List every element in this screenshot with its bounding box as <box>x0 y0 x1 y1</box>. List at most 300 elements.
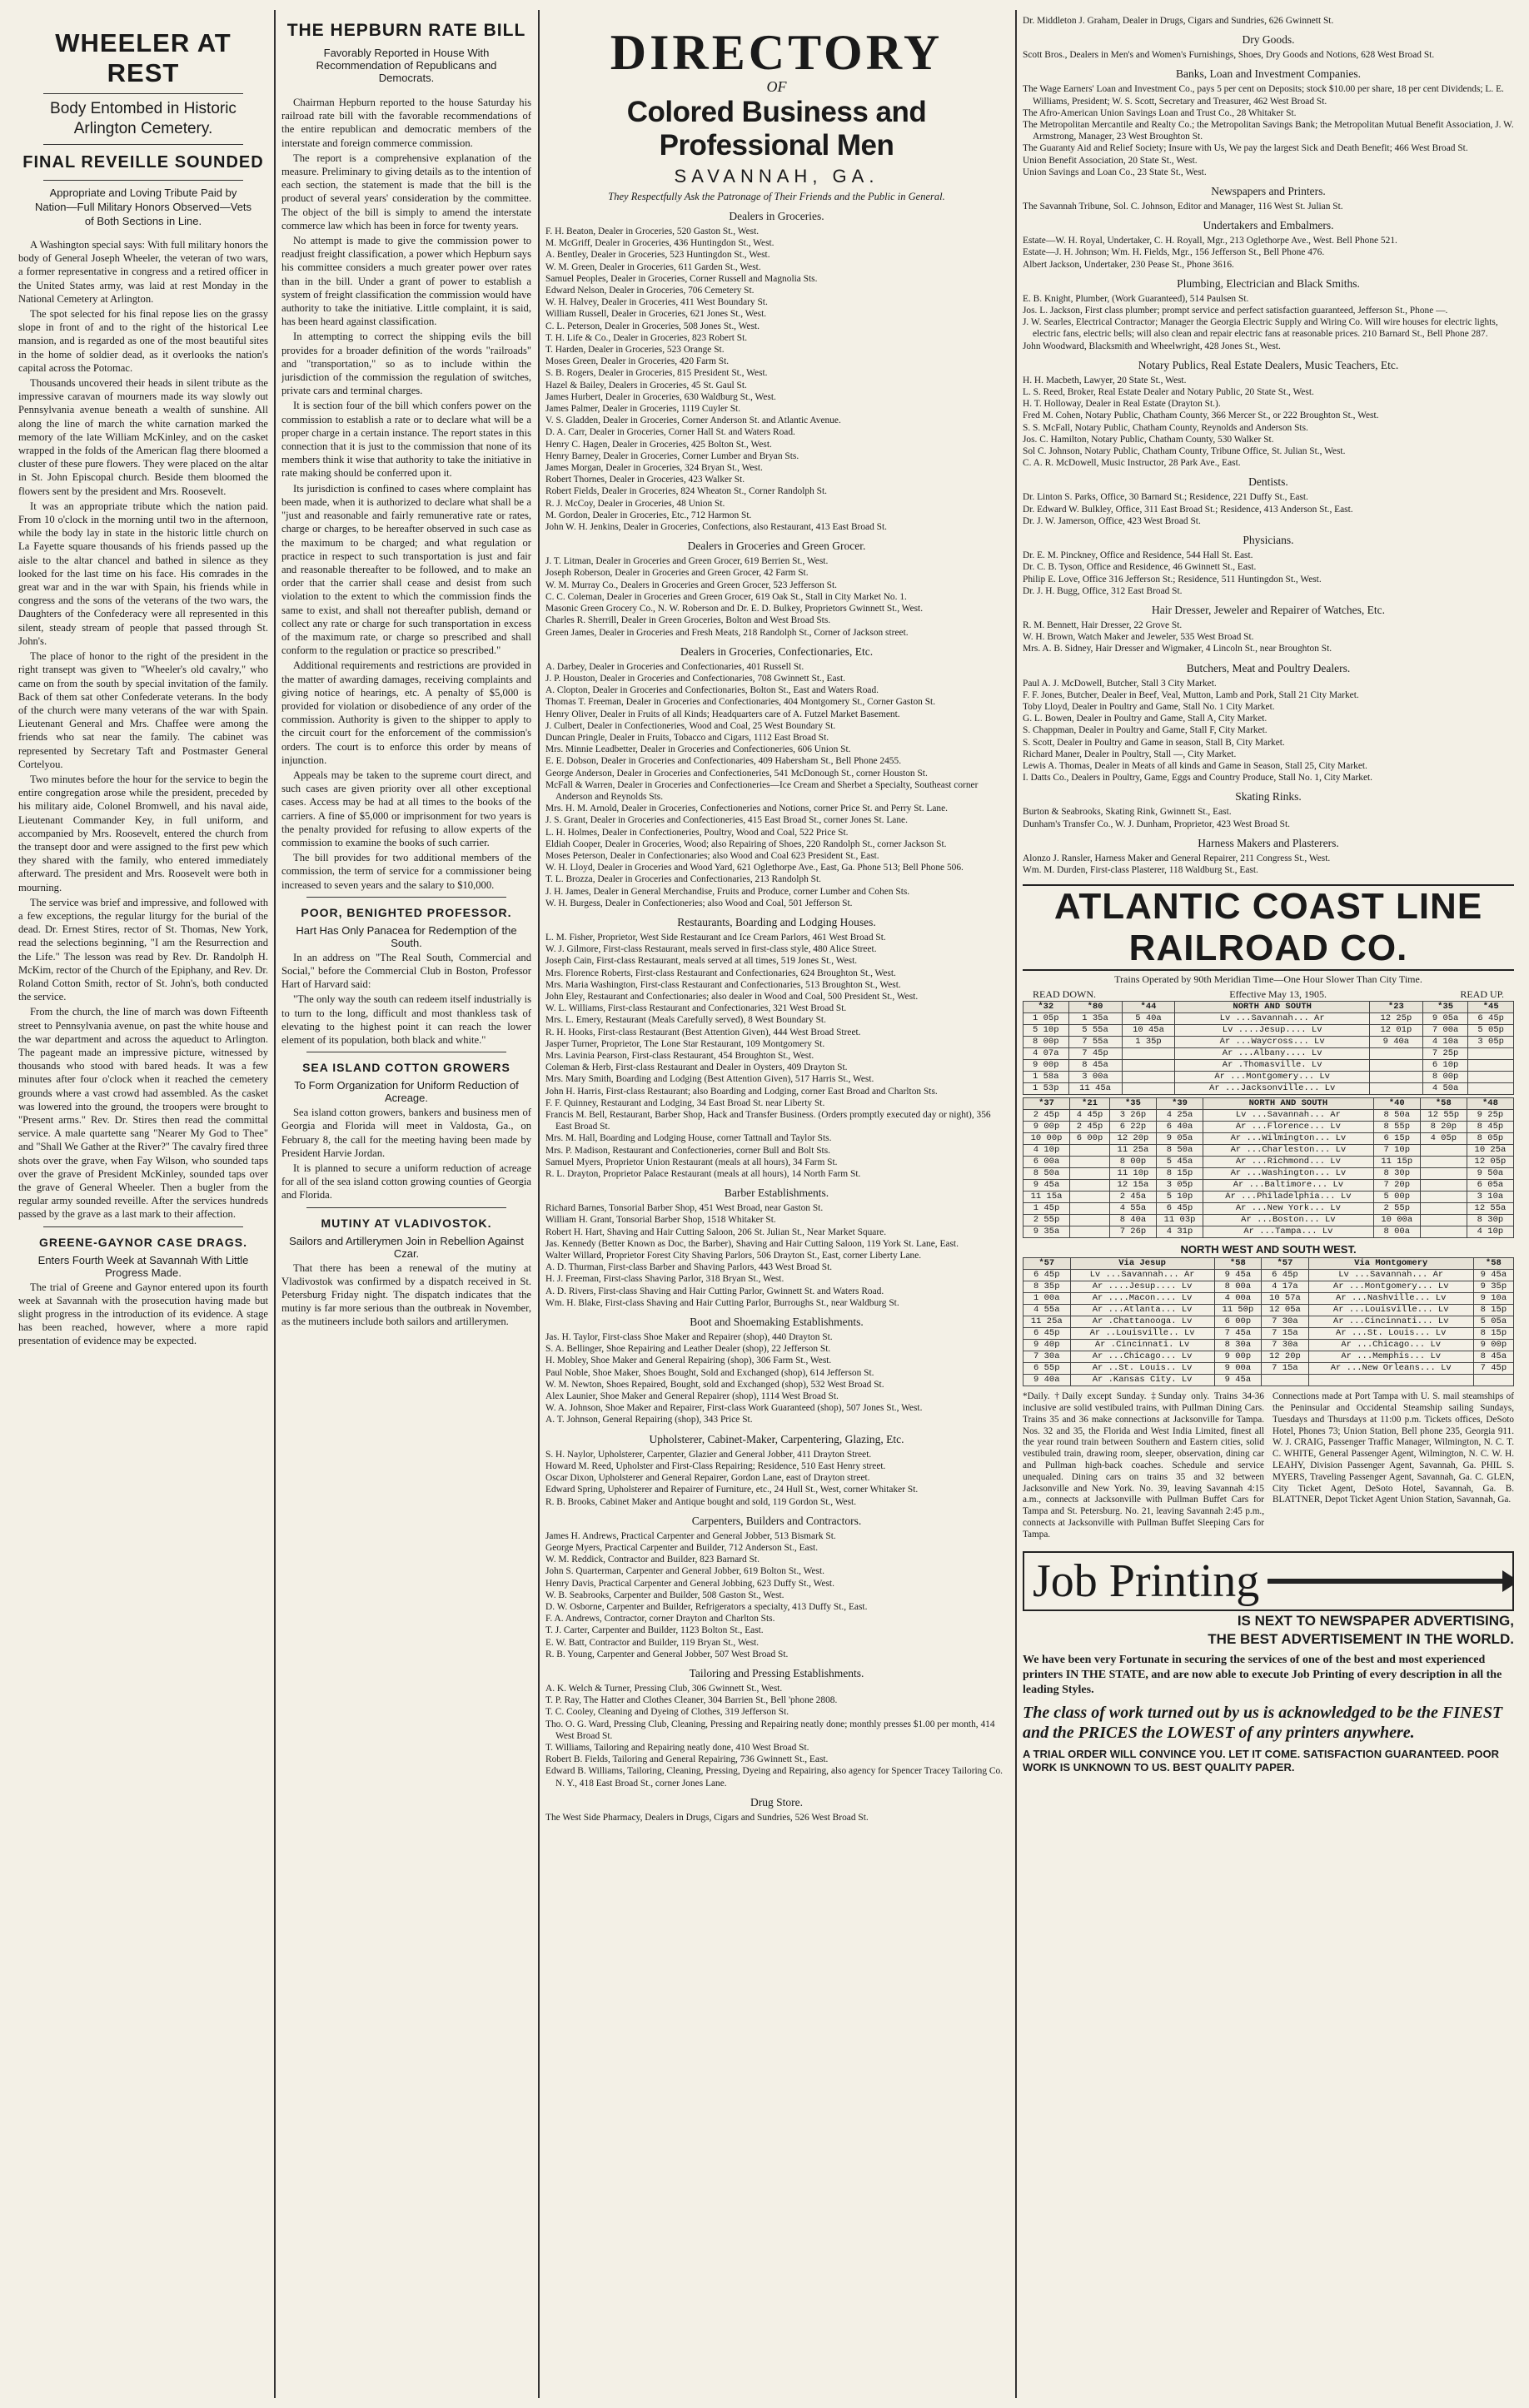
timetable-cell: 6 05a <box>1467 1180 1513 1192</box>
timetable-cell: 1 35a <box>1068 1013 1122 1025</box>
directory-entry: F. A. Andrews, Contractor, corner Drayton and Charlton Sts. <box>545 1614 775 1624</box>
job-printing-title: Job Printing <box>1033 1555 1260 1607</box>
timetable-cell: 6 45p <box>1468 1013 1514 1025</box>
timetable-header-cell: *37 <box>1023 1098 1070 1110</box>
directory-entry: Jasper Turner, Proprietor, The Lone Star Restaurant, 109 Montgomery St. <box>545 1038 825 1049</box>
timetable-cell: 8 45a <box>1473 1351 1513 1363</box>
directory-entry: J. P. Houston, Dealer in Groceries and Confectionaries, 708 Gwinnett St., East. <box>545 673 845 684</box>
directory-entry: J. T. Litman, Dealer in Groceries and Green Grocer, 619 Berrien St., West. <box>545 556 829 567</box>
directory-entry: Richard Maner, Dealer in Poultry, Stall —, City Market. <box>1023 749 1237 759</box>
timetable-cell: Ar ...New York... Lv <box>1203 1203 1374 1215</box>
timetable-cell <box>1369 1048 1422 1060</box>
professor-deck: Hart Has Only Panacea for Redemption of the South. <box>296 923 517 949</box>
timetable-cell <box>1420 1145 1467 1157</box>
directory-entry: C. L. Peterson, Dealer in Groceries, 508 Jones St., West. <box>545 321 760 331</box>
timetable-cell: 9 00a <box>1214 1363 1262 1375</box>
cotton-headline: SEA ISLAND COTTON GROWERS <box>302 1061 510 1075</box>
timetable-cell: 8 30a <box>1214 1340 1262 1351</box>
divider <box>43 180 243 181</box>
timetable-cell: 11 25a <box>1023 1316 1071 1328</box>
directory-entry: A. D. Rivers, First-class Shaving and Hair Cutting Parlor, Gwinnett St. and Waters Road. <box>545 1286 884 1296</box>
directory-section-heading: Physicians. <box>1243 534 1294 547</box>
directory-entry: D. W. Osborne, Carpenter and Builder, Refrigerators a specialty, 413 Duffy St., East. <box>545 1601 868 1612</box>
directory-entry: W. J. Gilmore, First-class Restaurant, meals served in first-class style, 480 Alice Street. <box>545 944 877 955</box>
read-down-label: READ DOWN. <box>1033 988 1096 1001</box>
timetable-cell: 4 55a <box>1023 1305 1071 1316</box>
timetable-cell: 8 35p <box>1023 1281 1071 1293</box>
paragraph: Two minutes before the hour for the service to begin the entire congregation arose while the president, preceded by his military aide, Colonel Bromwell, and his naval aide, Lieutenant Commander Key, in full uniform, and accompanied by Mrs. Roosevelt, entered the church from the transept door and were assigned to the first pew which they shared with the family, who entered immediately afterward. The president and Mrs. Roosevelt were both in mourning. <box>18 773 268 893</box>
directory-entry: Joseph Roberson, Dealer in Groceries and Green Grocer, 42 Farm St. <box>545 568 809 579</box>
directory-entry: Jos. L. Jackson, First class plumber; prompt service and perfect satisfaction guaranteed, Jefferson St., Phone —. <box>1023 306 1448 316</box>
timetable-row <box>1023 1110 1514 1122</box>
directory-entry: R. B. Young, Carpenter and General Jobber, 507 West Broad St. <box>545 1649 789 1659</box>
timetable-cell: 6 45p <box>1023 1270 1071 1281</box>
directory-entry: Mrs. Lavinia Pearson, First-class Restaurant, 454 Broughton St., West. <box>545 1051 814 1061</box>
wheeler-article-body <box>18 238 268 1221</box>
timetable-cell: 12 20p <box>1109 1133 1156 1145</box>
directory-entry: T. Harden, Dealer in Groceries, 523 Orange St. <box>545 345 725 356</box>
timetable-cell: Ar ...Nashville... Lv <box>1308 1293 1473 1305</box>
timetable-cell: Ar ...Jacksonville... Lv <box>1175 1083 1369 1095</box>
timetable-cell: 12 20p <box>1262 1351 1309 1363</box>
directory-entry: Wm. M. Durden, First-class Plasterer, 118 Waldburg St., East. <box>1023 864 1258 875</box>
timetable-cell <box>1122 1072 1175 1083</box>
timetable-header-cell: *40 <box>1373 1098 1420 1110</box>
timetable-cell: Ar ...Wilmington... Lv <box>1203 1133 1374 1145</box>
timetable-cell: 9 10a <box>1473 1293 1513 1305</box>
timetable-cell: 10 45a <box>1122 1025 1175 1037</box>
timetable-cell <box>1420 1168 1467 1180</box>
timetable-cell: 3 26p <box>1109 1110 1156 1122</box>
directory-section-heading: Dentists. <box>1248 475 1288 489</box>
paragraph: The report is a comprehensive explanation of the measure. Preliminary to giving details as to the intention of each section, the statement is made that the bill is the product of several years' consideration by the committee. The object of the bill is simply to amend the interstate commerce law which has been in force for twenty years. <box>281 152 531 231</box>
directory-entry: John Woodward, Blacksmith and Wheelwright, 428 Jones St., West. <box>1023 341 1281 351</box>
hepburn-deck: Favorably Reported in House With Recommendation of Republicans and Democrats. <box>316 47 497 84</box>
directory-entry: The Afro-American Union Savings Loan and Trust Co., 28 Whitaker St. <box>1023 107 1297 118</box>
directory-section-heading: Barber Establishments. <box>724 1187 829 1200</box>
cotton-article-body <box>281 1106 531 1202</box>
directory-entry: L. M. Fisher, Proprietor, West Side Restaurant and Ice Cream Parlors, 461 West Broad St. <box>545 932 886 943</box>
timetable-cell: 5 10p <box>1156 1192 1203 1203</box>
directory-title: DIRECTORY <box>610 25 944 80</box>
directory-entry: D. A. Carr, Dealer in Groceries, Corner Hall St. and Waters Road. <box>545 427 795 438</box>
timetable-header-cell: Via Montgomery <box>1308 1258 1473 1270</box>
directory-section-heading: Harness Makers and Plasterers. <box>1198 836 1339 849</box>
timetable-cell: 6 00p <box>1070 1133 1110 1145</box>
timetable-header-cell: *39 <box>1156 1098 1203 1110</box>
timetable-cell: 7 15a <box>1262 1363 1309 1375</box>
directory-entry: H. H. Macbeth, Lawyer, 20 State St., West. <box>1023 375 1187 386</box>
directory-entry: A. Darbey, Dealer in Groceries and Confectionaries, 401 Russell St. <box>545 661 804 672</box>
mutiny-text: That there has been a renewal of the mutiny at Vladivostok was confirmed by a dispatch received in St. Petersburg Friday night. The dispatch indicates that the mutiny is far more serious than the outbreak in November, as the mutineers include both sailors and artillerymen. <box>281 1261 531 1328</box>
directory-column <box>545 15 1008 2393</box>
directory-listings <box>545 210 1008 1823</box>
directory-entry: Mrs. Maria Washington, First-class Restaurant and Confectionaries, 513 Broughton St., West. <box>545 979 901 990</box>
timetable-cell: 9 05a <box>1156 1133 1203 1145</box>
directory-entry: Dr. C. B. Tyson, Office and Residence, 46 Gwinnett St., East. <box>1023 562 1257 573</box>
timetable-cell: 5 40a <box>1122 1013 1175 1025</box>
timetable-cell <box>1420 1226 1467 1238</box>
railroad-footnote-right: Connections made at Port Tampa with U. S. mail steamships of the Peninsular and Occidental Steamship sailing Sundays, Tuesdays and Thursdays at 11:00 p.m. Tickets offices, DeSoto Hotel, Phones 73; Union Station, Bell phone 235, Georgia 911. W. J. CRAIG, Passenger Traffic Manager, Wilmington, N. C. T. C. WHITE, General Passenger Agent, Wilmington, N. C. W. H. LEAHY, Division Passenger Agent, Savannah, Ga. PHIL S. MYERS, Traveling Passenger Agent, Savannah, Ga. C. GLEN, City Ticket Agent, DeSoto Hotel, Savannah, Ga. B. BLATTNER, Depot Ticket Agent Union Station, Savannah, Ga. <box>1273 1391 1514 1505</box>
timetable-row <box>1023 1048 1514 1060</box>
paragraph: It is section four of the bill which confers power on the commission to establish a rate or to declare what will be a proper charge in a certain instance. The report states in this connection that it is just to the commission that none of its members think it wise that authority to take the initiative in rate making should be conferred upon it. <box>281 400 531 480</box>
timetable-cell: Ar ....Macon.... Lv <box>1070 1293 1214 1305</box>
timetable-row <box>1023 1168 1514 1180</box>
timetable-cell: 8 00p <box>1422 1072 1468 1083</box>
directory-entry: James Hurbert, Dealer in Groceries, 630 Waldburg St., West. <box>545 391 776 402</box>
timetable-cell: Ar ..St. Louis.. Lv <box>1070 1363 1214 1375</box>
timetable-cell: 9 00p <box>1473 1340 1513 1351</box>
timetable-cell: 8 20p <box>1420 1122 1467 1133</box>
timetable-cell: 8 05p <box>1467 1133 1513 1145</box>
directory-entry: The West Side Pharmacy, Dealers in Drugs, Cigars and Sundries, 526 West Broad St. <box>545 1812 869 1823</box>
timetable-cell: 10 00p <box>1023 1133 1070 1145</box>
timetable-cell: Ar .Cincinnati. Lv <box>1070 1340 1214 1351</box>
wheeler-deck-2: FINAL REVEILLE SOUNDED <box>22 153 264 172</box>
timetable-cell: 7 00a <box>1422 1025 1468 1037</box>
timetable-header-row <box>1023 1002 1514 1013</box>
divider <box>306 897 506 898</box>
timetable-cell: 11 10p <box>1109 1168 1156 1180</box>
greene-gaynor-text: The trial of Greene and Gaynor entered upon its fourth week at Savannah with the prosecution having made but slight progress in the introduction of its evidence. A stage has been reached, however, where a more rapid presentation of evidence may be expected. <box>18 1281 268 1347</box>
timetable-cell: 9 00p <box>1214 1351 1262 1363</box>
timetable-cell: Lv ....Jesup.... Lv <box>1175 1025 1369 1037</box>
timetable-cell: 7 20p <box>1373 1180 1420 1192</box>
paragraph: The place of honor to the right of the president in the right transept was given to "Wheeler's old cavalry," who came on from the south by special invitation of the family. Back of them sat other Confederate veterans. In the body of the church were many veterans of the war with Spain. Lieutenant General and Mrs. Chaffee were among the friends who sat near the family. The cabinet was represented by Secretary Taft and Postmaster General Cortelyou. <box>18 650 268 770</box>
timetable-cell <box>1070 1203 1110 1215</box>
professor-article-body <box>281 951 531 1047</box>
timetable-cell: 8 45a <box>1068 1060 1122 1072</box>
paragraph: "The only way the south can redeem itself industrially is to turn to the long, difficult and most thankless task of elevating to the highest point it can reach the lower element of its population, both black and white." <box>281 993 531 1046</box>
directory-entry: C. C. Coleman, Dealer in Groceries and Green Grocer, 619 Oak St., Stall in City Market No. 1. <box>545 591 907 602</box>
timetable-row <box>1023 1351 1514 1363</box>
directory-entry: A. Bentley, Dealer in Groceries, 523 Huntingdon St., West. <box>545 250 770 261</box>
directory-entry: Oscar Dixon, Upholsterer and General Repairer, Gordon Lane, east of Drayton street. <box>545 1473 870 1484</box>
directory-section-heading: Newspapers and Printers. <box>1211 185 1326 198</box>
directory-entry: Eldiah Cooper, Dealer in Groceries, Wood; also Repairing of Shoes, 220 Randolph St., corner Jackson St. <box>545 838 947 849</box>
timetable-cell: 9 45a <box>1473 1270 1513 1281</box>
timetable-cell: 6 40a <box>1156 1122 1203 1133</box>
directory-section-heading: Banks, Loan and Investment Companies. <box>1176 67 1361 81</box>
directory-entry: Albert Jackson, Undertaker, 230 Pease St., Phone 3616. <box>1023 259 1234 270</box>
directory-entry: S. H. Naylor, Upholsterer, Carpenter, Glazier and General Jobber, 411 Drayton Street. <box>545 1449 872 1460</box>
directory-entry: W. B. Seabrooks, Carpenter and Builder, 508 Gaston St., West. <box>545 1590 784 1600</box>
timetable-cell: 1 45p <box>1023 1203 1070 1215</box>
directory-entry: John W. H. Jenkins, Dealer in Groceries, Confections, also Restaurant, 413 East Broad St. <box>545 522 887 533</box>
directory-entry: L. H. Holmes, Dealer in Confectioneries, Poultry, Wood and Coal, 522 Price St. <box>545 827 849 838</box>
timetable-cell <box>1420 1157 1467 1168</box>
timetable-cell <box>1369 1060 1422 1072</box>
directory-entry: W. H. Burgess, Dealer in Confectioneries; also Wood and Coal, 501 Jefferson St. <box>545 898 853 908</box>
timetable-cell: 5 45a <box>1156 1157 1203 1168</box>
timetable-row <box>1023 1340 1514 1351</box>
timetable-cell: Ar ...St. Louis... Lv <box>1308 1328 1473 1340</box>
read-up-label: READ UP. <box>1460 988 1504 1001</box>
directory-section-heading: Boot and Shoemaking Establishments. <box>690 1316 864 1329</box>
timetable-cell: 3 05p <box>1468 1037 1514 1048</box>
directory-entry: George Anderson, Dealer in Groceries and Confectioneries, 541 McDonough St., corner Houston St. <box>545 768 928 779</box>
timetable-cell: 1 00a <box>1023 1293 1071 1305</box>
directory-entry: A. Clopton, Dealer in Groceries and Confectionaries, Bolton St., East and Waters Road. <box>545 685 879 696</box>
divider <box>306 1207 506 1208</box>
timetable-cell: 8 30p <box>1373 1168 1420 1180</box>
timetable-cell: 6 00a <box>1023 1157 1070 1168</box>
directory-section-heading: Hair Dresser, Jeweler and Repairer of Watches, Etc. <box>1152 603 1385 616</box>
timetable-cell: 11 15a <box>1023 1192 1070 1203</box>
directory-entry: Mrs. Florence Roberts, First-class Restaurant and Confectionaries, 624 Broughton St., West. <box>545 968 896 978</box>
timetable-cell: 9 40a <box>1023 1375 1071 1386</box>
timetable-cell: 4 00a <box>1214 1293 1262 1305</box>
directory-entry: Wm. H. Blake, First-class Shaving and Hair Cutting Parlor, Burroughs St., near Waldburg St. <box>545 1297 899 1308</box>
directory-entry: Henry C. Hagen, Dealer in Groceries, 425 Bolton St., West. <box>545 439 772 450</box>
directory-entry: E. W. Batt, Contractor and Builder, 119 Bryan St., West. <box>545 1637 760 1648</box>
directory-entry: M. McGriff, Dealer in Groceries, 436 Huntingdon St., West. <box>545 238 774 249</box>
timetable-cell <box>1420 1180 1467 1192</box>
timetable-cell: 8 00p <box>1109 1157 1156 1168</box>
timetable-cell <box>1070 1226 1110 1238</box>
directory-entry: Dr. J. W. Jamerson, Office, 423 West Broad St. <box>1023 515 1201 526</box>
timetable-cell: 3 05p <box>1156 1180 1203 1192</box>
timetable-cell: 7 45p <box>1473 1363 1513 1375</box>
directory-section-heading: Notary Publics, Real Estate Dealers, Music Teachers, Etc. <box>1138 358 1399 371</box>
directory-entry: Sol C. Johnson, Notary Public, Chatham County, Tribune Office, St. Julian St., West. <box>1023 446 1346 457</box>
timetable-header-cell: Via Jesup <box>1070 1258 1214 1270</box>
timetable-cell: 7 26p <box>1109 1226 1156 1238</box>
timetable-cell: Ar ..Louisville.. Lv <box>1070 1328 1214 1340</box>
greene-gaynor-headline: GREENE-GAYNOR CASE DRAGS. <box>38 1235 248 1249</box>
timetable-cell: 8 50a <box>1373 1110 1420 1122</box>
directory-entry: James Palmer, Dealer in Groceries, 1119 Cuyler St. <box>545 404 741 415</box>
timetable-cell: 4 25a <box>1156 1110 1203 1122</box>
timetable-cell: 1 05p <box>1023 1013 1069 1025</box>
divider <box>43 93 243 94</box>
directory-section-heading: Carpenters, Builders and Contractors. <box>691 1514 862 1527</box>
directory-entry: T. J. Carter, Carpenter and Builder, 1123 Bolton St., East. <box>545 1625 764 1636</box>
paragraph: Appeals may be taken to the supreme court direct, and such cases are given priority over all other exceptional cases. Access may be had at all times to the books of the carriers. A fine of $5,000 or imprisonment for two years is the penalty provided for refusing to allow experts of the commission to examine the books of such carrier. <box>281 769 531 848</box>
timetable-cell: 7 55a <box>1068 1037 1122 1048</box>
timetable-cell: Ar ...Memphis... Lv <box>1308 1351 1473 1363</box>
timetable-cell <box>1468 1048 1514 1060</box>
timetable-cell: Ar ...Charleston... Lv <box>1203 1145 1374 1157</box>
job-big-text: The class of work turned out by us is acknowledged to be the FINEST and the PRICES the LOWEST of any printers anywhere. <box>1023 1703 1503 1742</box>
timetable-cell <box>1468 1072 1514 1083</box>
timetable-cell: 8 00a <box>1373 1226 1420 1238</box>
directory-entry: Thomas T. Freeman, Dealer in Groceries and Confectionaries, 404 Montgomery St., Corner Gaston St. <box>545 697 936 708</box>
directory-entry: Moses Peterson, Dealer in Confectionaries; also Wood and Coal 623 President St., East. <box>545 850 879 861</box>
directory-entry: W. M. Green, Dealer in Groceries, 611 Garden St., West. <box>545 261 761 272</box>
timetable-cell <box>1420 1192 1467 1203</box>
directory-entry: Coleman & Herb, First-class Restaurant and Dealer in Oysters, 409 Drayton St. <box>545 1062 848 1073</box>
directory-section-heading: Restaurants, Boarding and Lodging Houses. <box>677 915 876 928</box>
directory-entry: Walter Willard, Proprietor Forest City Shaving Parlors, 506 Drayton St., East, corner Liberty Lane. <box>545 1251 922 1261</box>
directory-entry: T. P. Ray, The Hatter and Clothes Cleaner, 304 Barrien St., Bell 'phone 2808. <box>545 1695 838 1706</box>
timetable-cell: 10 57a <box>1262 1293 1309 1305</box>
timetable-header-cell: *48 <box>1467 1098 1513 1110</box>
timetable-cell <box>1070 1157 1110 1168</box>
timetable-cell: 12 05a <box>1262 1305 1309 1316</box>
timetable-cell: Ar ...Louisville... Lv <box>1308 1305 1473 1316</box>
professor-headline: POOR, BENIGHTED PROFESSOR. <box>301 905 512 919</box>
directory-entry: T. C. Cooley, Cleaning and Dyeing of Clothes, 319 Jefferson St. <box>545 1707 789 1718</box>
timetable-cell: Ar .Chattanooga. Lv <box>1070 1316 1214 1328</box>
directory-entry: Charles R. Sherrill, Dealer in Green Groceries, Bolton and West Broad Sts. <box>545 615 831 626</box>
timetable-cell: Lv ...Savannah... Ar <box>1203 1110 1374 1122</box>
directory-section-heading: Plumbing, Electrician and Black Smiths. <box>1177 276 1360 290</box>
timetable-cell: 1 53p <box>1023 1083 1069 1095</box>
timetable-row <box>1023 1145 1514 1157</box>
timetable-cell: 4 07a <box>1023 1048 1069 1060</box>
timetable-cell: Ar ...Albany.... Lv <box>1175 1048 1369 1060</box>
timetable-cell <box>1070 1145 1110 1157</box>
directory-entry: E. B. Knight, Plumber, (Work Guaranteed), 514 Paulsen St. <box>1023 293 1249 304</box>
timetable-cell <box>1070 1168 1110 1180</box>
paragraph: In attempting to correct the shipping evils the bill provides for a broader definition of the words "railroads" and "transportation," so as to include within the jurisdiction of the commission the regulation of switches, private cars and terminal charges. <box>281 331 531 397</box>
timetable-cell: 4 55a <box>1109 1203 1156 1215</box>
directory-entry: Estate—J. H. Johnson; Wm. H. Fields, Mgr., 156 Jefferson St., Bell Phone 476. <box>1023 247 1325 258</box>
timetable-cell: 7 30a <box>1262 1316 1309 1328</box>
timetable-cell: 4 10p <box>1023 1145 1070 1157</box>
timetable-cell: Ar .Thomasville. Lv <box>1175 1060 1369 1072</box>
timetable-row <box>1023 1316 1514 1328</box>
directory-entry: W. L. Williams, First-class Restaurant and Confectionaries, 321 West Broad St. <box>545 1003 847 1014</box>
timetable-cell: 9 35p <box>1473 1281 1513 1293</box>
timetable-header-cell: *58 <box>1473 1258 1513 1270</box>
railroad-subheader <box>1023 988 1514 1001</box>
hepburn-article-body <box>281 96 531 892</box>
directory-subtitle: Colored Business and Professional Men <box>626 96 927 162</box>
timetable-cell: Lv ...Savannah... Ar <box>1175 1013 1369 1025</box>
directory-note: They Respectfully Ask the Patronage of Their Friends and the Public in General. <box>608 191 945 202</box>
directory-entry: The Guaranty Aid and Relief Society; Insure with Us, We pay the largest Sick and Death Benefit; 466 West Broad St. <box>1023 143 1468 154</box>
timetable-cell: 11 45a <box>1068 1083 1122 1095</box>
timetable-row <box>1023 1072 1514 1083</box>
timetable-header-cell: *21 <box>1070 1098 1110 1110</box>
directory-entry: Mrs. L. Emery, Restaurant (Meals Carefully served), 8 West Boundary St. <box>545 1015 826 1026</box>
timetable-cell: Ar .Kansas City. Lv <box>1070 1375 1214 1386</box>
directory-entry: Tho. O. G. Ward, Pressing Club, Cleaning, Pressing and Repairing neatly done; monthly presses $1.00 per month, 414 West Broad St. <box>545 1719 995 1741</box>
timetable-cell: 9 45a <box>1023 1180 1070 1192</box>
timetable-cell: 5 10p <box>1023 1025 1069 1037</box>
wheeler-deck-1: Body Entombed in Historic Arlington Cemetery. <box>50 100 237 137</box>
timetable-cell: 9 25p <box>1467 1110 1513 1122</box>
timetable-cell: 5 55a <box>1068 1025 1122 1037</box>
timetable-cell <box>1369 1083 1422 1095</box>
directory-entry: S. B. Rogers, Dealer in Groceries, 815 President St., West. <box>545 368 768 379</box>
timetable-header-cell: *57 <box>1023 1258 1071 1270</box>
directory-entry: Mrs. Minnie Leadbetter, Dealer in Groceries and Confectioneries, 606 Union St. <box>545 744 851 755</box>
timetable-row <box>1023 1270 1514 1281</box>
directory-entry: James Morgan, Dealer in Groceries, 324 Bryan St., West. <box>545 463 763 474</box>
directory-entry: H. J. Freeman, First-class Shaving Parlor, 318 Bryan St., West. <box>545 1274 784 1285</box>
directory-section-heading: Butchers, Meat and Poultry Dealers. <box>1186 661 1351 674</box>
timetable-header-cell: *35 <box>1422 1002 1468 1013</box>
directory-entry: Lewis A. Thomas, Dealer in Meats of all kinds and Game in Season, Stall 25, City Market. <box>1023 760 1367 771</box>
directory-entry: S. A. Bellinger, Shoe Repairing and Leather Dealer (shop), 22 Jefferson St. <box>545 1344 831 1355</box>
directory-section-heading: Dealers in Groceries, Confectionaries, Etc. <box>680 644 874 658</box>
timetable-cell: 6 45p <box>1156 1203 1203 1215</box>
directory-entry: Union Benefit Association, 20 State St., West. <box>1023 155 1198 166</box>
directory-section-heading: Tailoring and Pressing Establishments. <box>689 1666 864 1679</box>
directory-entry: The Savannah Tribune, Sol. C. Johnson, Editor and Manager, 116 West St. Julian St. <box>1023 201 1343 212</box>
timetable-cell: 8 30p <box>1467 1215 1513 1226</box>
timetable-cell: 2 55p <box>1023 1215 1070 1226</box>
directory-entry: Dr. Linton S. Parks, Office, 30 Barnard St.; Residence, 221 Duffy St., East. <box>1023 492 1308 503</box>
column-rule <box>274 10 276 2398</box>
column-1 <box>18 15 268 2393</box>
timetable-cell <box>1122 1048 1175 1060</box>
directory-entry: Paul Noble, Shoe Maker, Shoes Bought, Sold and Exchanged (shop), 614 Jefferson St. <box>545 1367 874 1378</box>
column-rule <box>538 10 540 2398</box>
timetable-cell: 8 15p <box>1473 1328 1513 1340</box>
paragraph: Its jurisdiction is confined to cases where complaint has been made, when it is authorized to declare what shall be a "just and reasonable and fairly remunerative rate or rates, charge or charges, to be hereafter observed in such case as the maximum to be charged; and what regulation or practice in respect to such transportation is just and fair and reasonable thereafter to be followed, and to make an order that the carrier shall cease and desist from such violation to the extent to which the commission finds the same to exist, and shall not thereafter publish, demand or collect any rate or charge for such transportation in excess of the maximum rate, or charge so prescribed and shall conform to the regulation or practice so prescribed." <box>281 482 531 657</box>
timetable-cell: 7 10p <box>1373 1145 1420 1157</box>
directory-continued-listings <box>1023 67 1514 876</box>
directory-entry: Dr. J. H. Bugg, Office, 312 East Broad St. <box>1023 585 1183 596</box>
directory-entry: Union Savings and Loan Co., 23 State St., West. <box>1023 167 1207 177</box>
timetable-cell: Ar ...Chicago... Lv <box>1070 1351 1214 1363</box>
mutiny-deck: Sailors and Artillerymen Join in Rebellion Against Czar. <box>289 1234 524 1260</box>
directory-entry: H. T. Holloway, Dealer in Real Estate (Drayton St.). <box>1023 399 1221 410</box>
directory-section-heading: Dealers in Groceries and Green Grocer. <box>687 540 866 553</box>
cotton-deck: To Form Organization for Uniform Reduction of Acreage. <box>294 1079 519 1105</box>
timetable-cell: 12 05p <box>1467 1157 1513 1168</box>
timetable-header-cell: *35 <box>1109 1098 1156 1110</box>
timetable-cell: Ar ...Richmond... Lv <box>1203 1157 1374 1168</box>
timetable-cell: Ar ...Baltimore... Lv <box>1203 1180 1374 1192</box>
timetable-cell: 11 25a <box>1109 1145 1156 1157</box>
job-line-2: THE BEST ADVERTISEMENT IN THE WORLD. <box>1208 1630 1514 1647</box>
directory-entry: Duncan Pringle, Dealer in Fruits, Tobacco and Cigars, 1112 East Broad St. <box>545 732 829 743</box>
directory-of: OF <box>766 78 787 95</box>
timetable-cell: 2 45p <box>1070 1122 1110 1133</box>
directory-entry: William Russell, Dealer in Groceries, 621 Jones St., West. <box>545 309 767 320</box>
directory-entry: Samuel Peoples, Dealer in Groceries, Corner Russell and Magnolia Sts. <box>545 273 818 284</box>
directory-entry: S. Chappman, Dealer in Poultry and Game, Stall F, City Market. <box>1023 725 1268 736</box>
timetable-cell: 2 45a <box>1109 1192 1156 1203</box>
timetable-cell: Ar ...Washington... Lv <box>1203 1168 1374 1180</box>
timetable-cell: 9 05a <box>1422 1013 1468 1025</box>
paragraph: Thousands uncovered their heads in silent tribute as the impressive caravan of mourners made its way slowly out Pennsylvania avenue beneath a wealth of sunshine. All along the line of march the white carnation marked the memory of the late William McKinley, and on the casket wrapped in the folds of the American flag there bloomed a cluster of these pure flowers. They were placed on the altar in St. John Episcopal church. Beside them bloomed the flowers sent by the president and Mrs. Roosevelt. <box>18 377 268 497</box>
directory-entry: Richard Barnes, Tonsorial Barber Shop, 451 West Broad, near Gaston St. <box>545 1203 824 1214</box>
directory-entry: The Wage Earners' Loan and Investment Co., pays 5 per cent on Deposits; stock $10.00 per share, 18 per cent Dividends; L. E. Williams, President; W. S. Scott, Secretary and Treasurer, 462 West Broad St. <box>1023 84 1504 107</box>
directory-section-heading: Upholsterer, Cabinet-Maker, Carpentering, Glazing, Etc. <box>649 1432 904 1445</box>
directory-entry: E. E. Dobson, Dealer in Groceries and Confectionaries, 409 Habersham St., Bell Phone 2455. <box>545 756 902 767</box>
directory-entry: Moses Green, Dealer in Groceries, 420 Farm St. <box>545 356 730 367</box>
timetable-row <box>1023 1215 1514 1226</box>
directory-entry: John S. Quarterman, Carpenter and General Jobber, 619 Bolton St., West. <box>545 1566 825 1577</box>
timetable-row <box>1023 1013 1514 1025</box>
timetable-header-cell: *80 <box>1068 1002 1122 1013</box>
timetable-cell: Ar ...Chicago... Lv <box>1308 1340 1473 1351</box>
directory-entry: Edward Spring, Upholsterer and Repairer of Furniture, etc., 24 Hull St., West, corner Whitaker St. <box>545 1485 919 1495</box>
directory-entry: The Metropolitan Mercantile and Realty Co.; the Metropolitan Savings Bank; the Metropolitan Mutual Benefit Association, J. W. Armstrong, Manager, 23 West Broughton St. <box>1023 120 1514 142</box>
timetable-cell: 12 25p <box>1369 1013 1422 1025</box>
directory-entry: Edward B. Williams, Tailoring, Cleaning, Pressing, Dyeing and Repairing, also agency for Spencer Tracey Tailoring Co. N. Y., 418 East Broad St., corner Jones Lane. <box>545 1766 1004 1789</box>
timetable-cell <box>1420 1203 1467 1215</box>
timetable-3-heading: NORTH WEST AND SOUTH WEST. <box>1180 1243 1357 1256</box>
timetable-cell: 6 55p <box>1023 1363 1071 1375</box>
job-printing-ad <box>1023 1551 1514 1611</box>
directory-entry: Robert H. Hart, Shaving and Hair Cutting Saloon, 206 St. Julian St., Near Market Square. <box>545 1226 887 1237</box>
directory-entry: W. M. Reddick, Contractor and Builder, 823 Barnard St. <box>545 1555 760 1565</box>
timetable-cell: 9 40a <box>1369 1037 1422 1048</box>
timetable-cell: 4 45p <box>1070 1110 1110 1122</box>
timetable-cell: Ar ...Montgomery... Lv <box>1308 1281 1473 1293</box>
timetable-cell <box>1468 1060 1514 1072</box>
timetable-cell: 9 50a <box>1467 1168 1513 1180</box>
directory-entry: Samuel Myers, Proprietor Union Restaurant (meals at all hours), 34 Farm St. <box>545 1157 838 1167</box>
directory-entry: George Myers, Practical Carpenter and Builder, 712 Anderson St., East. <box>545 1542 819 1553</box>
